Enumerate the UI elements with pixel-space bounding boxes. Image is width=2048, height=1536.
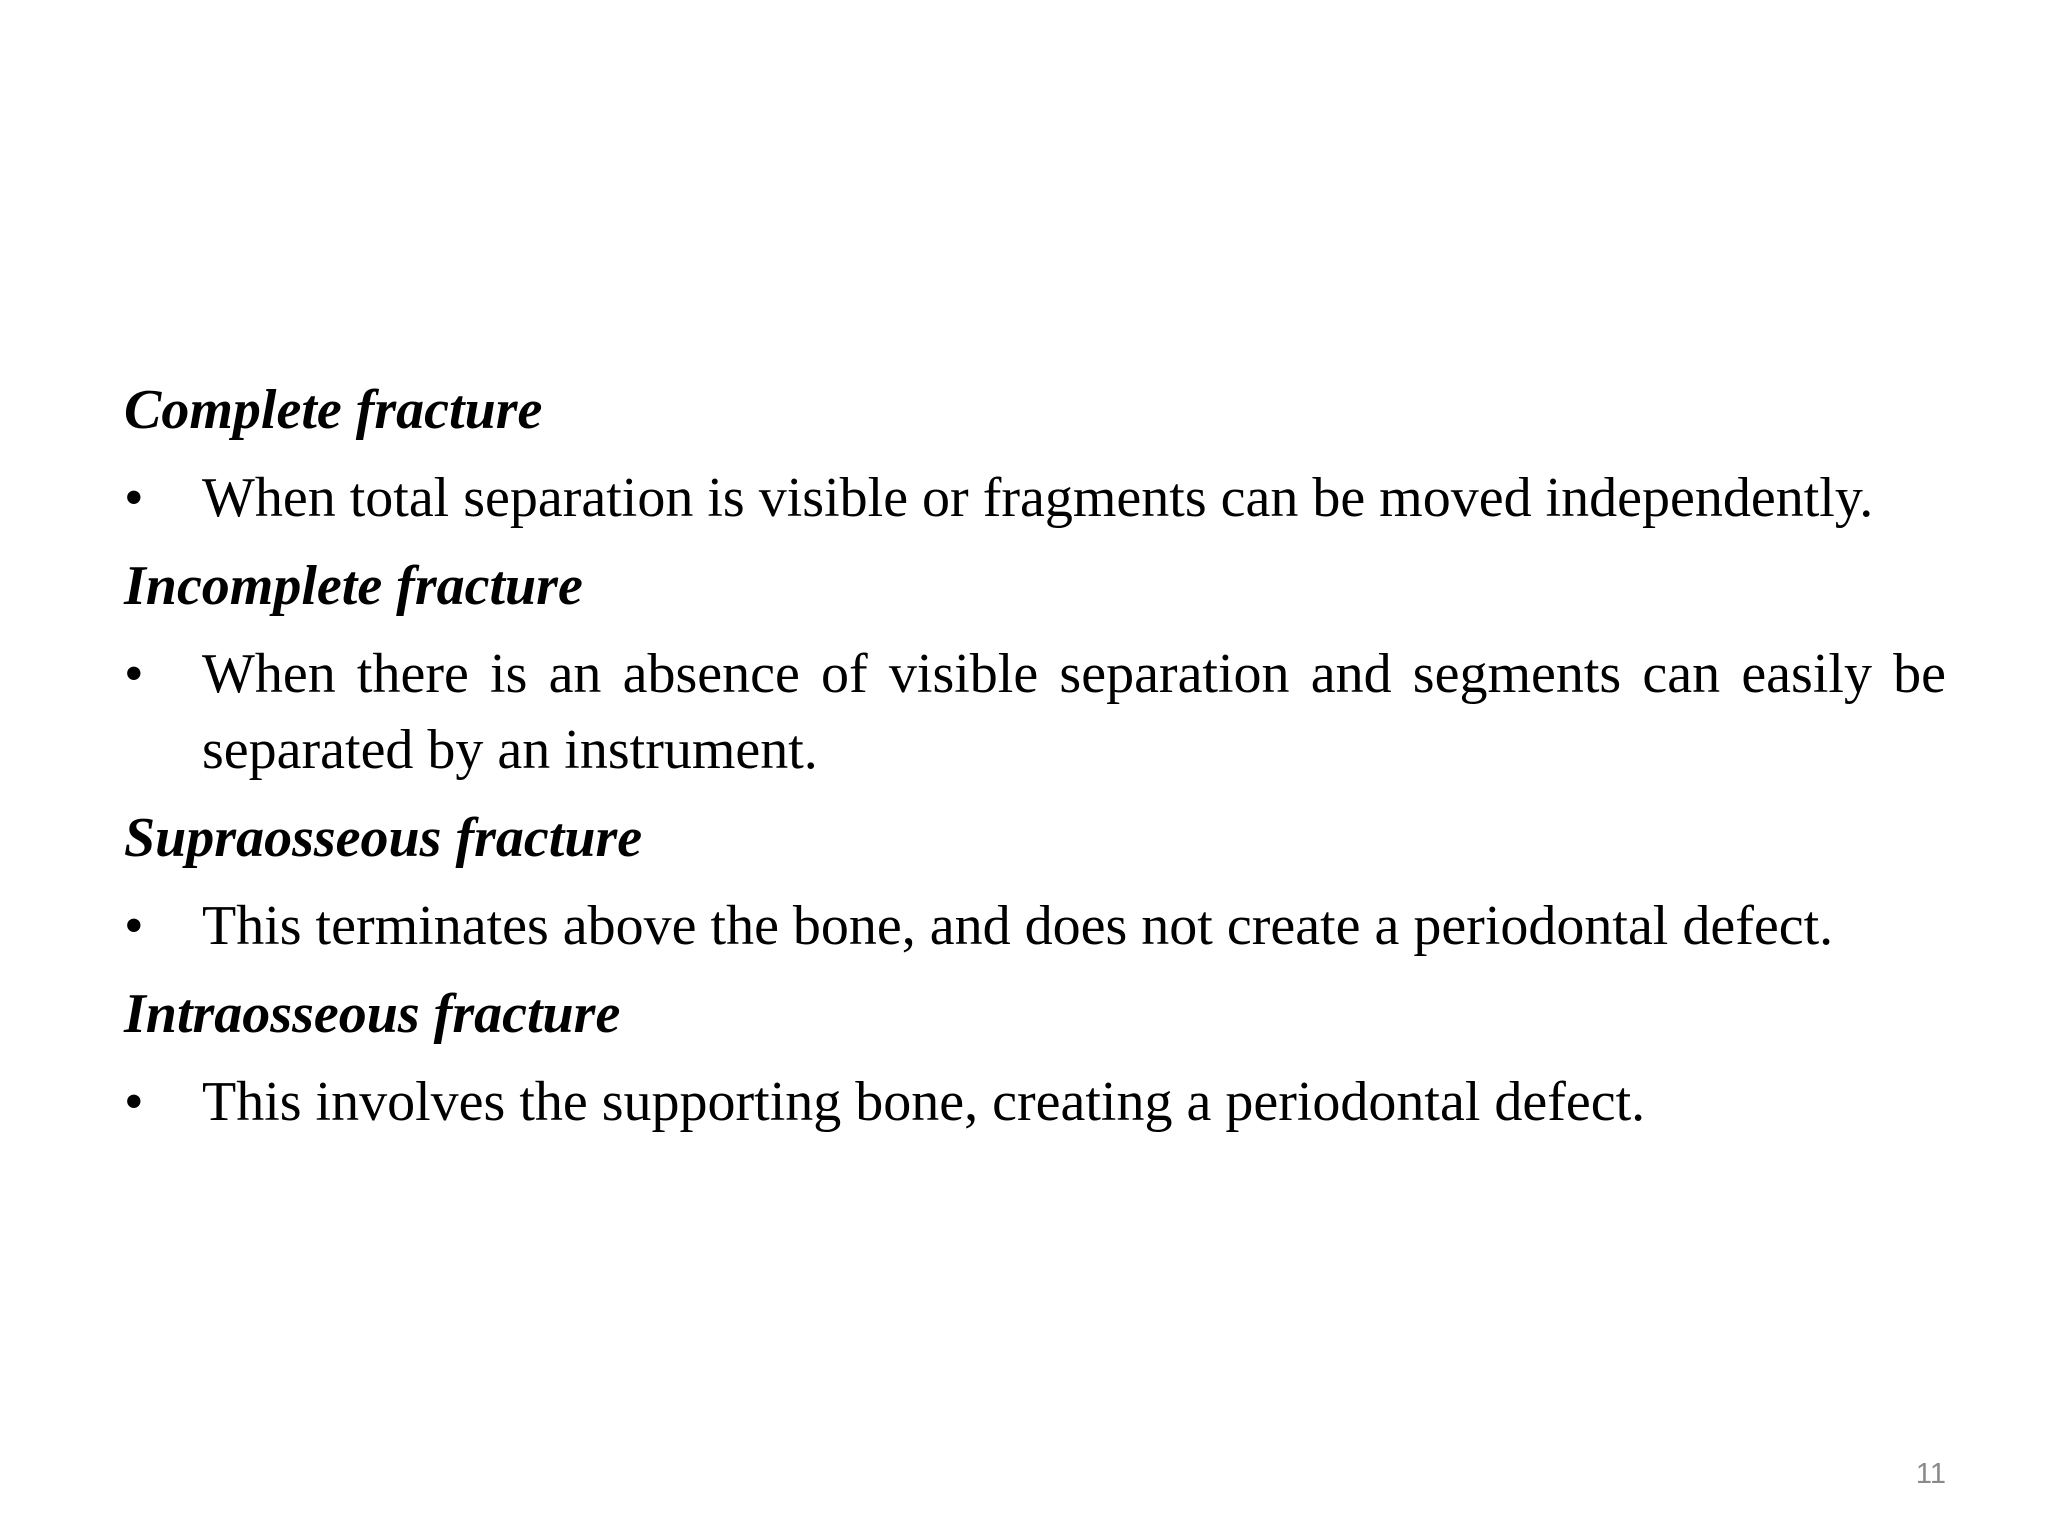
section-heading: Supraosseous fracture [124,807,643,869]
bullet-icon: • [124,467,144,529]
bullet-text: This involves the supporting bone, creating a periodontal defect. [202,1071,1646,1133]
bullet-item [124,888,1946,964]
section-heading: Complete fracture [124,379,543,441]
section-heading: Incomplete fracture [124,555,583,617]
bullet-text: This terminates above the bone, and does not create a periodontal defect. [202,895,1834,957]
bullet-icon: • [124,643,144,705]
section-heading: Intraosseous fracture [124,983,621,1045]
bullet-text: When total separation is visible or fragments can be moved independently. [202,467,1874,529]
page-number: 11 [1915,1458,1946,1490]
bullet-text: When there is an absence of visible separation and segments can easily be separated by an instrument. [202,643,1946,781]
slide-content [124,372,1946,1152]
bullet-item [124,460,1946,536]
bullet-icon: • [124,895,144,957]
bullet-item [124,1064,1946,1140]
bullet-icon: • [124,1071,144,1133]
bullet-item [124,636,1946,788]
section-intraosseous-fracture [124,976,1946,1140]
section-complete-fracture [124,372,1946,536]
section-supraosseous-fracture [124,800,1946,964]
section-incomplete-fracture [124,548,1946,788]
